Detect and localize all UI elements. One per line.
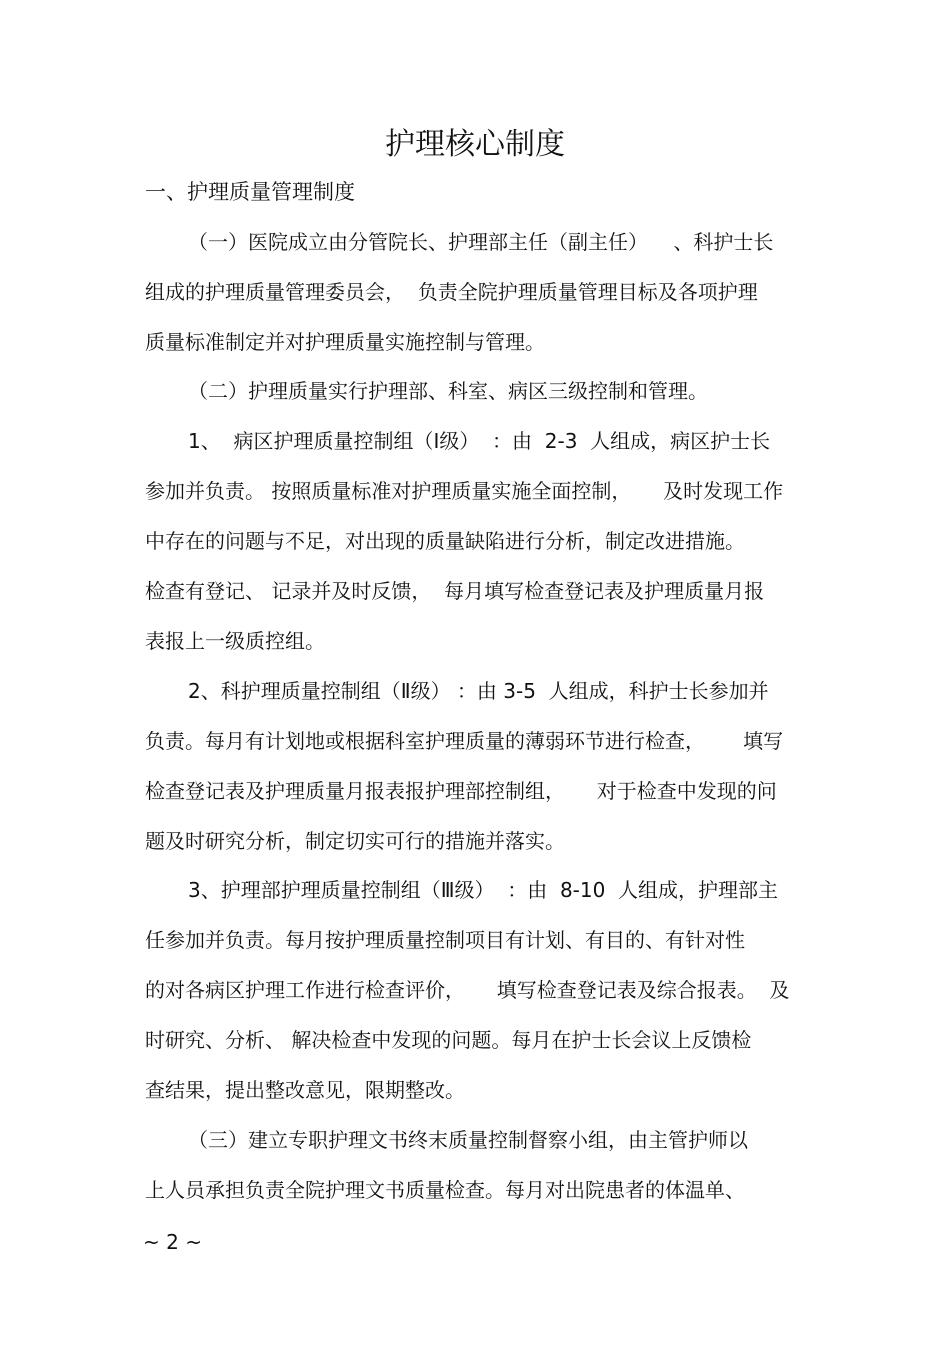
- paragraph-line: 检查有登记、 记录并及时反馈， 每月填写检查登记表及护理质量月报: [145, 579, 765, 603]
- paragraph-line: 2、科护理质量控制组（Ⅱ级） ：由 3-5 人组成，科护士长参加并: [188, 679, 769, 703]
- paragraph-line: 参加并负责。 按照质量标准对护理质量实施全面控制， 及时发现工作: [145, 479, 784, 503]
- paragraph-line: 质量标准制定并对护理质量实施控制与管理。: [145, 330, 545, 354]
- paragraph-line: （二）护理质量实行护理部、科室、病区三级控制和管理。: [188, 379, 708, 403]
- paragraph-line: 检查登记表及护理质量月报表报护理部控制组， 对于检查中发现的问: [145, 779, 777, 803]
- paragraph-line: 时研究、分析、 解决检查中发现的问题。每月在护士长会议上反馈检: [145, 1028, 752, 1052]
- paragraph-line: 表报上一级质控组。: [145, 629, 325, 653]
- paragraph-line: （三）建立专职护理文书终末质量控制督察小组，由主管护师以: [188, 1128, 748, 1152]
- section-heading: 一、护理质量管理制度: [145, 180, 355, 204]
- paragraph-line: 中存在的问题与不足，对出现的质量缺陷进行分析，制定改进措施。: [145, 529, 745, 553]
- paragraph-line: 查结果，提出整改意见，限期整改。: [145, 1078, 465, 1102]
- paragraph-line: 上人员承担负责全院护理文书质量检查。每月对出院患者的体温单、: [145, 1178, 745, 1202]
- paragraph-line: 任参加并负责。每月按护理质量控制项目有计划、有目的、有针对性: [145, 928, 745, 952]
- paragraph-line: 3、护理部护理质量控制组（Ⅲ级） ：由 8-10 人组成，护理部主: [188, 878, 779, 902]
- document-title: 护理核心制度: [385, 127, 565, 162]
- paragraph-line: 组成的护理质量管理委员会， 负责全院护理质量管理目标及各项护理: [145, 280, 758, 304]
- paragraph-line: （一）医院成立由分管院长、护理部主任（副主任） 、科护士长: [188, 230, 774, 254]
- page-number: ~ 2 ~: [143, 1230, 202, 1254]
- paragraph-line: 负责。每月有计划地或根据科室护理质量的薄弱环节进行检查， 填写: [145, 729, 784, 753]
- paragraph-line: 题及时研究分析，制定切实可行的措施并落实。: [145, 829, 565, 853]
- paragraph-line: 1、 病区护理质量控制组（Ⅰ级） ：由 2-3 人组成，病区护士长: [188, 429, 771, 453]
- paragraph-line: 的对各病区护理工作进行检查评价， 填写检查登记表及综合报表。 及: [145, 978, 790, 1002]
